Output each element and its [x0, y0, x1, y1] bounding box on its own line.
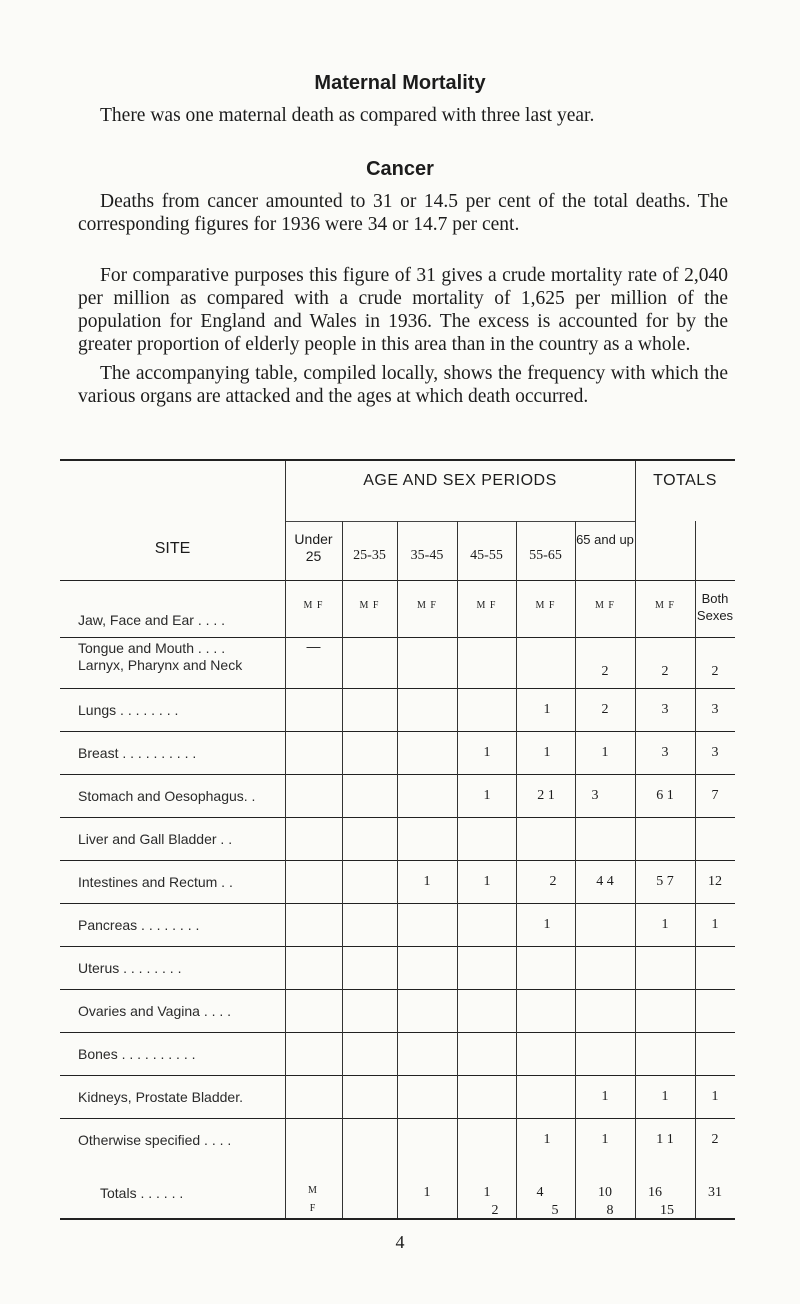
totals-header: TOTALS: [653, 472, 717, 489]
cell-stomach-45: 1: [483, 788, 491, 803]
site-otherwise-specified: Otherwise specified . . . .: [78, 1132, 232, 1148]
cell-larynx-mf: 2: [661, 664, 669, 679]
cell-otherwise-mf: 1 1: [656, 1132, 674, 1147]
mf-label: M F: [595, 600, 615, 611]
heading-cancer: Cancer: [366, 158, 434, 180]
cell-lungs-65: 2: [601, 702, 609, 717]
cell-stomach-both: 7: [711, 788, 719, 803]
cell-kidneys-65: 1: [601, 1089, 609, 1104]
totals-35: 1: [423, 1185, 431, 1200]
mf-label: M F: [417, 600, 437, 611]
paragraph-accompanying-table: The accompanying table, compiled locally, shows the frequency with which the various organs are attacked and the ages at which death occurred.: [78, 363, 728, 407]
age-header-25-35: 25-35: [353, 548, 386, 563]
mf-label: M F: [303, 600, 324, 611]
heading-maternal-mortality: Maternal Mortality: [314, 72, 486, 94]
cell-intestines-55: 2: [549, 874, 557, 889]
site-ovaries-vagina: Ovaries and Vagina . . . .: [78, 1003, 232, 1019]
site-totals: Totals . . . . . .: [100, 1185, 184, 1201]
mf-label: M F: [535, 600, 556, 611]
cell-larynx-both: 2: [711, 664, 719, 679]
totals-mf-m: 16: [648, 1185, 662, 1200]
mf-label: M F: [359, 600, 380, 611]
cell-otherwise-both: 2: [711, 1132, 719, 1147]
site-uterus: Uterus . . . . . . . .: [78, 960, 182, 976]
both-sexes-header: Both Sexes: [696, 591, 734, 623]
totals-m-label: M: [308, 1185, 318, 1196]
site-intestines-rectum: Intestines and Rectum . .: [78, 874, 233, 890]
cell-breast-55: 1: [543, 745, 551, 760]
cell-breast-mf: 3: [661, 745, 669, 760]
site-bones: Bones . . . . . . . . . .: [78, 1046, 196, 1062]
cell-lungs-55: 1: [543, 702, 551, 717]
site-larynx-pharynx-neck: Larnyx, Pharynx and Neck: [78, 657, 243, 673]
cell-intestines-35: 1: [423, 874, 431, 889]
totals-mf-f: 15: [660, 1203, 674, 1218]
age-header-55-65: 55-65: [529, 548, 562, 563]
cell-stomach-65: 3: [591, 788, 599, 803]
cell-breast-45: 1: [483, 745, 491, 760]
cell-pancreas-55: 1: [543, 917, 551, 932]
cell-lungs-mf: 3: [661, 702, 669, 717]
totals-65-m: 10: [598, 1185, 612, 1200]
cell-otherwise-65: 1: [601, 1132, 609, 1147]
cell-intestines-mf: 5 7: [656, 874, 674, 889]
cell-lungs-both: 3: [711, 702, 719, 717]
site-stomach-oesophagus: Stomach and Oesophagus. .: [78, 788, 256, 804]
totals-55-f: 5: [551, 1203, 559, 1218]
age-header-45-55: 45-55: [470, 548, 503, 563]
cell-larynx-65: 2: [601, 664, 609, 679]
site-tongue-mouth: Tongue and Mouth . . . .: [78, 640, 226, 656]
site-liver-gall-bladder: Liver and Gall Bladder . .: [78, 831, 233, 847]
mf-label: M F: [476, 600, 497, 611]
dash-mark: —: [306, 638, 321, 654]
site-lungs: Lungs . . . . . . . .: [78, 702, 179, 718]
cell-breast-65: 1: [601, 745, 609, 760]
site-breast: Breast . . . . . . . . . .: [78, 745, 197, 761]
totals-45-f: 2: [491, 1203, 499, 1218]
cell-stomach-mf: 6 1: [656, 788, 674, 803]
totals-55-m: 4: [536, 1185, 544, 1200]
age-header-under-25: Under 25: [294, 531, 333, 564]
age-header-65-and-up: 65 and up: [576, 532, 634, 547]
age-sex-periods-header: AGE AND SEX PERIODS: [363, 472, 557, 489]
cell-breast-both: 3: [711, 745, 719, 760]
site-kidneys-prostate-bladder: Kidneys, Prostate Bladder.: [78, 1089, 243, 1105]
site-jaw-face-ear: Jaw, Face and Ear . . . .: [78, 612, 226, 628]
cell-kidneys-mf: 1: [661, 1089, 669, 1104]
totals-f-label: F: [309, 1203, 317, 1214]
cell-otherwise-55: 1: [543, 1132, 551, 1147]
paragraph-comparative: For comparative purposes this figure of 31 gives a crude mortality rate of 2,040 per million as compared with a crude mortality of 1,625 per million of the population for England and Wales in 1936. The excess is accounted for by the greater proportion of elderly people in this area than in the country as a whole.: [78, 265, 728, 355]
cell-intestines-45: 1: [483, 874, 491, 889]
mf-label: M F: [655, 600, 675, 611]
cell-kidneys-both: 1: [711, 1089, 719, 1104]
totals-65-f: 8: [606, 1203, 614, 1218]
page-number: 4: [395, 1232, 405, 1252]
totals-both: 31: [708, 1185, 722, 1200]
site-header: SITE: [154, 540, 191, 557]
cell-stomach-55: 2 1: [537, 788, 555, 803]
site-pancreas: Pancreas . . . . . . . .: [78, 917, 200, 933]
cell-intestines-65: 4 4: [596, 874, 614, 889]
paragraph-cancer-deaths: Deaths from cancer amounted to 31 or 14.5 per cent of the total deaths. The corresponding figures for 1936 were 34 or 14.7 per cent.: [78, 191, 728, 235]
age-header-35-45: 35-45: [410, 548, 444, 563]
cell-pancreas-both: 1: [711, 917, 719, 932]
totals-45-m: 1: [483, 1185, 491, 1200]
cell-intestines-both: 12: [708, 874, 722, 889]
cell-pancreas-mf: 1: [661, 917, 669, 932]
paragraph-maternal: There was one maternal death as compared with three last year.: [100, 105, 595, 126]
